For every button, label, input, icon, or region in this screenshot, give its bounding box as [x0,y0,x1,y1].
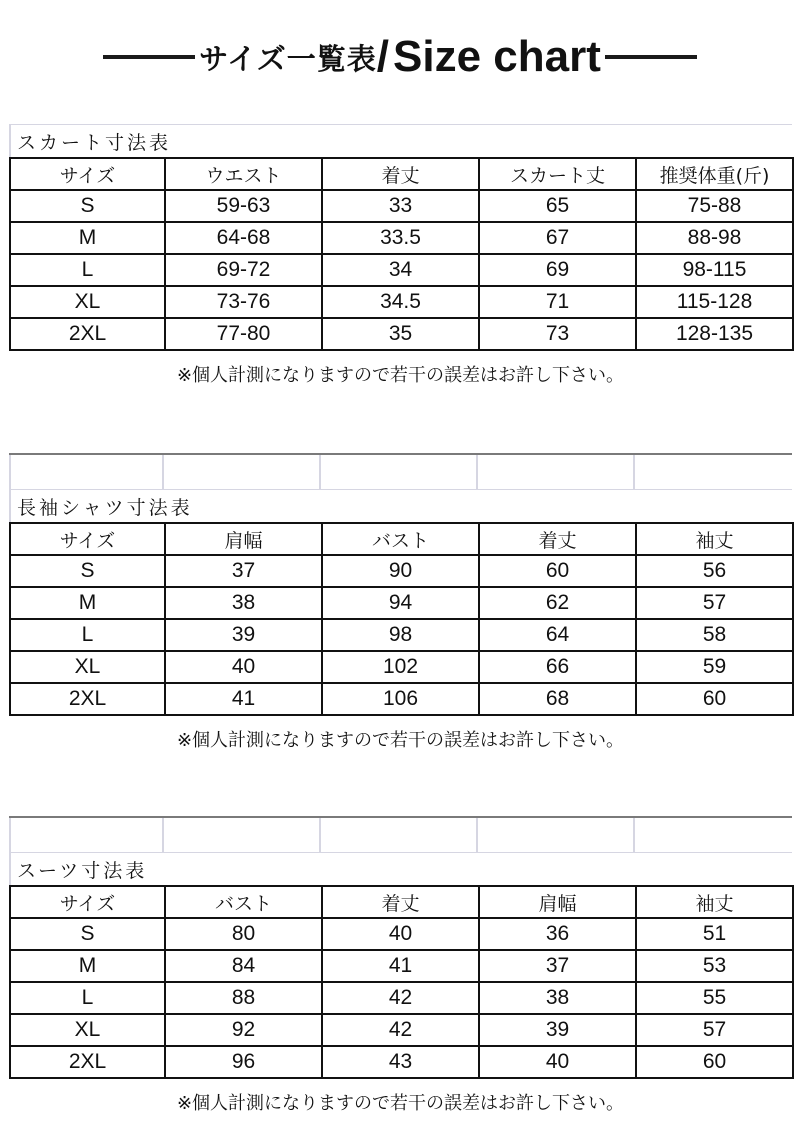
title-slash: / [376,32,390,81]
table-row [10,190,793,222]
table-cell: 43 [322,1046,479,1078]
column-header: 袖丈 [636,886,793,918]
table-caption: スカート寸法表 [9,124,792,157]
measurement-note: ※個人計測になりますので若干の誤差はお許し下さい。 [176,365,625,386]
table-cell: 2XL [10,318,165,350]
skirt-size-section [9,124,792,387]
column-header: 着丈 [479,523,636,555]
table-cell: 36 [479,918,636,950]
table-cell: 34.5 [322,286,479,318]
suit-size-section [9,816,792,1115]
table-cell: 115-128 [636,286,793,318]
table-cell: S [10,555,165,587]
table-cell: L [10,619,165,651]
table-cell: 2XL [10,1046,165,1078]
table-row [10,286,793,318]
column-header: サイズ [10,158,165,190]
table-cell: 64 [479,619,636,651]
column-header: 推奨体重(斤) [636,158,793,190]
table-cell: 65 [479,190,636,222]
table-cell: 2XL [10,683,165,715]
blank-grid-row [9,816,792,852]
table-cell: 68 [479,683,636,715]
table-cell: 88-98 [636,222,793,254]
table-cell: 58 [636,619,793,651]
table-cell: 106 [322,683,479,715]
table-cell: 60 [636,1046,793,1078]
table-cell: M [10,222,165,254]
table-row [10,1014,793,1046]
table-cell: 77-80 [165,318,322,350]
table-row [10,587,793,619]
table-cell: 38 [165,587,322,619]
table-cell: 51 [636,918,793,950]
column-header: 着丈 [322,886,479,918]
table-cell: M [10,587,165,619]
table-cell: 34 [322,254,479,286]
table-row [10,982,793,1014]
table-cell: 57 [636,1014,793,1046]
shirt-size-table [9,522,794,716]
column-header: サイズ [10,886,165,918]
table-row [10,1046,793,1078]
table-cell: 33 [322,190,479,222]
column-header: 肩幅 [165,523,322,555]
table-cell: 96 [165,1046,322,1078]
table-cell: 128-135 [636,318,793,350]
table-cell: 60 [479,555,636,587]
table-cell: 69 [479,254,636,286]
table-cell: 84 [165,950,322,982]
table-cell: S [10,918,165,950]
table-cell: 98 [322,619,479,651]
table-caption: スーツ寸法表 [9,852,792,885]
table-cell: 40 [165,651,322,683]
table-cell: 71 [479,286,636,318]
table-cell: 69-72 [165,254,322,286]
table-cell: 59 [636,651,793,683]
measurement-note: ※個人計測になりますので若干の誤差はお許し下さい。 [176,730,625,751]
table-cell: 59-63 [165,190,322,222]
table-cell: 35 [322,318,479,350]
column-header: バスト [322,523,479,555]
column-header: 袖丈 [636,523,793,555]
table-caption: 長袖シャツ寸法表 [9,489,792,522]
column-header: 肩幅 [479,886,636,918]
table-row [10,555,793,587]
table-cell: XL [10,1014,165,1046]
table-header-row [10,523,793,555]
table-cell: 42 [322,982,479,1014]
table-cell: 90 [322,555,479,587]
table-cell: 37 [479,950,636,982]
table-header-row [10,158,793,190]
table-cell: 60 [636,683,793,715]
table-cell: 88 [165,982,322,1014]
table-cell: 38 [479,982,636,1014]
table-cell: 94 [322,587,479,619]
table-cell: 39 [479,1014,636,1046]
table-row [10,683,793,715]
table-row [10,619,793,651]
table-cell: 53 [636,950,793,982]
table-cell: 62 [479,587,636,619]
table-cell: 37 [165,555,322,587]
skirt-size-table [9,157,794,351]
page-title-en: Size chart [393,32,601,81]
table-cell: 42 [322,1014,479,1046]
table-row [10,918,793,950]
header-left-rule [103,55,195,59]
table-row [10,222,793,254]
measurement-note: ※個人計測になりますので若干の誤差はお許し下さい。 [176,1093,625,1114]
table-cell: 64-68 [165,222,322,254]
table-cell: 55 [636,982,793,1014]
table-cell: 41 [165,683,322,715]
table-cell: 41 [322,950,479,982]
table-header-row [10,886,793,918]
table-cell: L [10,982,165,1014]
table-cell: 40 [479,1046,636,1078]
table-cell: 73-76 [165,286,322,318]
column-header: バスト [165,886,322,918]
table-cell: 67 [479,222,636,254]
table-cell: 98-115 [636,254,793,286]
table-cell: M [10,950,165,982]
column-header: スカート丈 [479,158,636,190]
table-row [10,318,793,350]
table-cell: L [10,254,165,286]
table-cell: 102 [322,651,479,683]
page-title-jp: サイズ一覧表 [199,41,377,76]
table-cell: XL [10,651,165,683]
table-cell: 80 [165,918,322,950]
table-cell: S [10,190,165,222]
table-cell: 66 [479,651,636,683]
suit-size-table [9,885,794,1079]
column-header: サイズ [10,523,165,555]
table-row [10,950,793,982]
blank-grid-row [9,453,792,489]
header-right-rule [605,55,697,59]
table-cell: 56 [636,555,793,587]
column-header: 着丈 [322,158,479,190]
table-cell: 57 [636,587,793,619]
table-cell: 92 [165,1014,322,1046]
table-cell: XL [10,286,165,318]
column-header: ウエスト [165,158,322,190]
table-cell: 73 [479,318,636,350]
table-row [10,651,793,683]
table-row [10,254,793,286]
table-cell: 39 [165,619,322,651]
table-cell: 40 [322,918,479,950]
shirt-size-section [9,453,792,752]
table-cell: 33.5 [322,222,479,254]
page-header [0,22,800,92]
table-cell: 75-88 [636,190,793,222]
